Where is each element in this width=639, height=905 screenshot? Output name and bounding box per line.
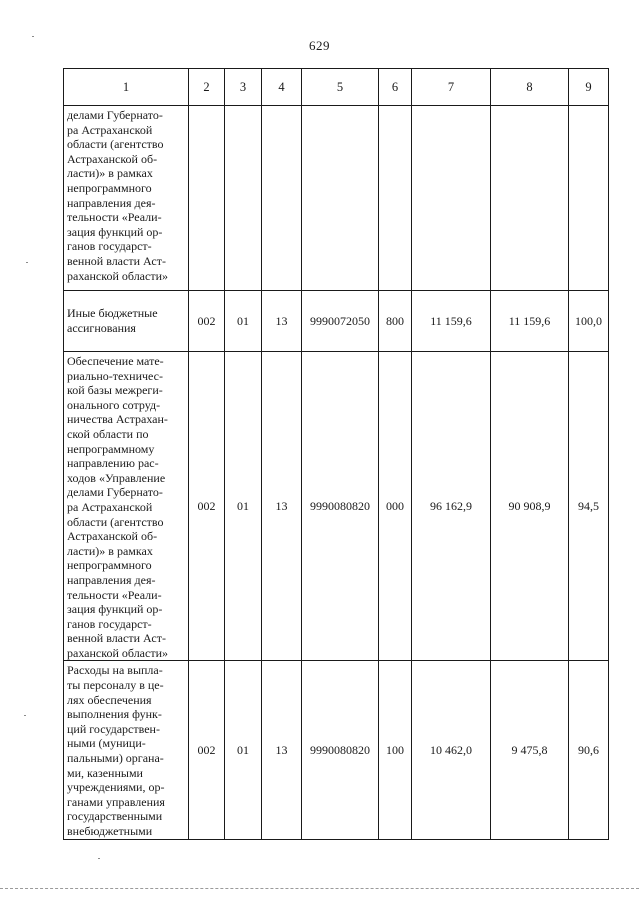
cell-c3 xyxy=(225,106,262,291)
cell-c2: 002 xyxy=(189,291,225,352)
cell-c9: 100,0 xyxy=(569,291,609,352)
cell-c5: 9990072050 xyxy=(302,291,379,352)
cell-c6: 000 xyxy=(379,352,412,661)
cell-c8: 9 475,8 xyxy=(491,661,569,839)
header-cell: 3 xyxy=(225,69,262,106)
cell-c4: 13 xyxy=(262,291,302,352)
cell-c9: 94,5 xyxy=(569,352,609,661)
cell-c3: 01 xyxy=(225,291,262,352)
cell-c8 xyxy=(491,106,569,291)
cell-c7: 11 159,6 xyxy=(412,291,491,352)
row-name-cell: Обеспечение мате- риально-техничес- кой базы межреги- онального сотруд- ничества Астрахан- ской области по непрограммному направлению рас- ходов «Управление делами Губернато- ра Астраханской области (агентство Астраханской об- ласти)» в рамках непрограммного направления дея- тельности «Реали- зация функций ор- ганов государст- венной власти Аст- раханской области» xyxy=(64,352,189,661)
cell-c8: 90 908,9 xyxy=(491,352,569,661)
page-number: 629 xyxy=(309,38,330,53)
header-cell: 7 xyxy=(412,69,491,106)
scan-speck xyxy=(24,715,26,716)
cell-c2: 002 xyxy=(189,352,225,661)
table-row xyxy=(64,661,609,839)
header-cell: 1 xyxy=(64,69,189,106)
row-name-cell: Иные бюджетные ассигнования xyxy=(64,291,189,352)
header-cell: 6 xyxy=(379,69,412,106)
cell-c4: 13 xyxy=(262,352,302,661)
scan-speck xyxy=(26,262,28,263)
cell-c7: 10 462,0 xyxy=(412,661,491,839)
table-row xyxy=(64,291,609,352)
cell-c6: 800 xyxy=(379,291,412,352)
table-row xyxy=(64,352,609,661)
cell-c7: 96 162,9 xyxy=(412,352,491,661)
header-cell: 4 xyxy=(262,69,302,106)
row-name-cell: делами Губернато- ра Астраханской области (агентство Астраханской об- ласти)» в рамках непрограммного направления дея- тельности «Реали- зация функций ор- ганов государст- венной власти Аст- раханской области» xyxy=(64,106,189,291)
cell-c7 xyxy=(412,106,491,291)
cell-c4 xyxy=(262,106,302,291)
cell-c2: 002 xyxy=(189,661,225,839)
cell-c2 xyxy=(189,106,225,291)
budget-table xyxy=(63,68,609,840)
header-cell: 2 xyxy=(189,69,225,106)
cell-c5 xyxy=(302,106,379,291)
row-name-cell: Расходы на выпла- ты персоналу в це- лях обеспечения выполнения функ- ций государствен- ными (муници- пальными) органа- ми, казенными учреждениями, ор- ганами управления государственными внебюджетными xyxy=(64,661,189,839)
table-header-row xyxy=(64,69,609,106)
table-row xyxy=(64,106,609,291)
cell-c9: 90,6 xyxy=(569,661,609,839)
scan-speck xyxy=(32,36,34,37)
cell-c5: 9990080820 xyxy=(302,661,379,839)
scan-edge-line xyxy=(0,888,639,889)
scan-speck xyxy=(98,858,100,859)
cell-c6 xyxy=(379,106,412,291)
cell-c9 xyxy=(569,106,609,291)
cell-c3: 01 xyxy=(225,352,262,661)
cell-c3: 01 xyxy=(225,661,262,839)
cell-c8: 11 159,6 xyxy=(491,291,569,352)
header-cell: 9 xyxy=(569,69,609,106)
cell-c6: 100 xyxy=(379,661,412,839)
header-cell: 8 xyxy=(491,69,569,106)
cell-c4: 13 xyxy=(262,661,302,839)
cell-c5: 9990080820 xyxy=(302,352,379,661)
header-cell: 5 xyxy=(302,69,379,106)
